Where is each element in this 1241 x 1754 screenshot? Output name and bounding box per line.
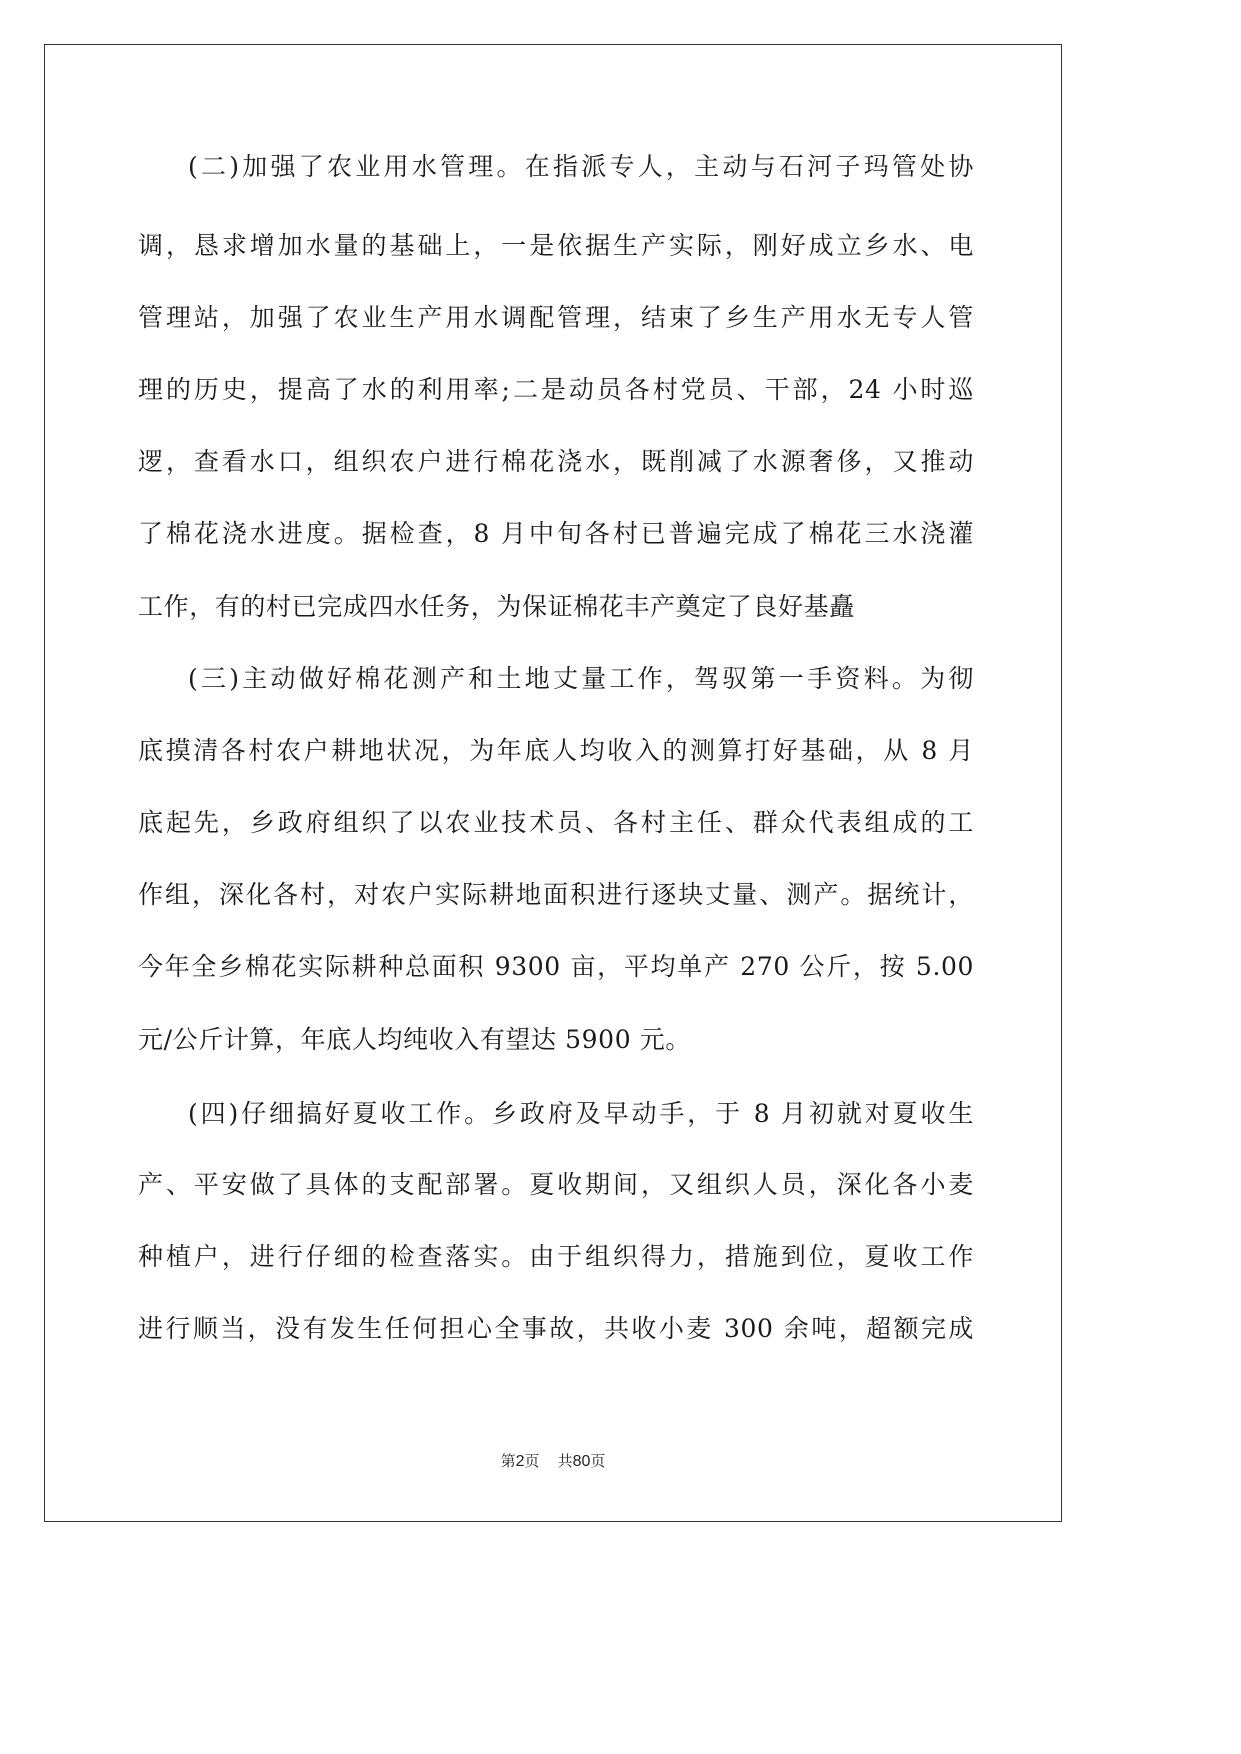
paragraph-2-line-2: 调，恳求增加水量的基础上，一是依据生产实际，刚好成立乡水、电 [138, 231, 974, 260]
paragraph-2-line-6: 了棉花浇水进度。据检查，8 月中旬各村已普遍完成了棉花三水浇灌 [138, 519, 974, 548]
page-number: 2 [515, 1453, 525, 1470]
paragraph-3-line-1: (三)主动做好棉花测产和土地丈量工作，驾驭第一手资料。为彻 [188, 664, 974, 693]
paragraph-4-line-1: (四)仔细搞好夏收工作。乡政府及早动手，于 8 月初就对夏收生 [188, 1099, 974, 1128]
paragraph-4-line-3: 种植户，进行仔细的检查落实。由于组织得力，措施到位，夏收工作 [138, 1242, 974, 1271]
paragraph-3-line-6: 元/公斤计算，年底人均纯收入有望达 5900 元。 [138, 1025, 691, 1054]
page-border [44, 44, 1062, 1522]
paragraph-4-line-4: 进行顺当，没有发生任何担心全事故，共收小麦 300 余吨，超额完成 [138, 1314, 974, 1343]
paragraph-4-line-2: 产、平安做了具体的支配部署。夏收期间，又组织人员，深化各小麦 [138, 1170, 974, 1199]
total-pages: 80 [572, 1453, 591, 1470]
total-label-prefix: 共 [557, 1452, 573, 1470]
paragraph-2-line-5: 逻，查看水口，组织农户进行棉花浇水，既削减了水源奢侈，又推动 [138, 447, 974, 476]
paragraph-3-line-3: 底起先，乡政府组织了以农业技术员、各村主任、群众代表组成的工 [138, 808, 974, 837]
total-label-suffix: 页 [590, 1452, 606, 1470]
paragraph-2-line-1: (二)加强了农业用水管理。在指派专人，主动与石河子玛管处协 [188, 152, 974, 181]
paragraph-2-line-7: 工作，有的村已完成四水任务，为保证棉花丰产奠定了良好基矗 [138, 592, 855, 621]
paragraph-2-line-4: 理的历史，提高了水的利用率;二是动员各村党员、干部，24 小时巡 [138, 375, 974, 404]
paragraph-2-line-3: 管理站，加强了农业生产用水调配管理，结束了乡生产用水无专人管 [138, 303, 974, 332]
page-label-suffix: 页 [524, 1452, 540, 1470]
paragraph-3-line-5: 今年全乡棉花实际耕种总面积 9300 亩，平均单产 270 公斤，按 5.00 [138, 952, 974, 981]
page-footer [0, 1451, 1106, 1472]
page-label-prefix: 第 [500, 1452, 516, 1470]
paragraph-3-line-2: 底摸清各村农户耕地状况，为年底人均收入的测算打好基础，从 8 月 [138, 736, 974, 765]
paragraph-3-line-4: 作组，深化各村，对农户实际耕地面积进行逐块丈量、测产。据统计， [138, 880, 974, 909]
